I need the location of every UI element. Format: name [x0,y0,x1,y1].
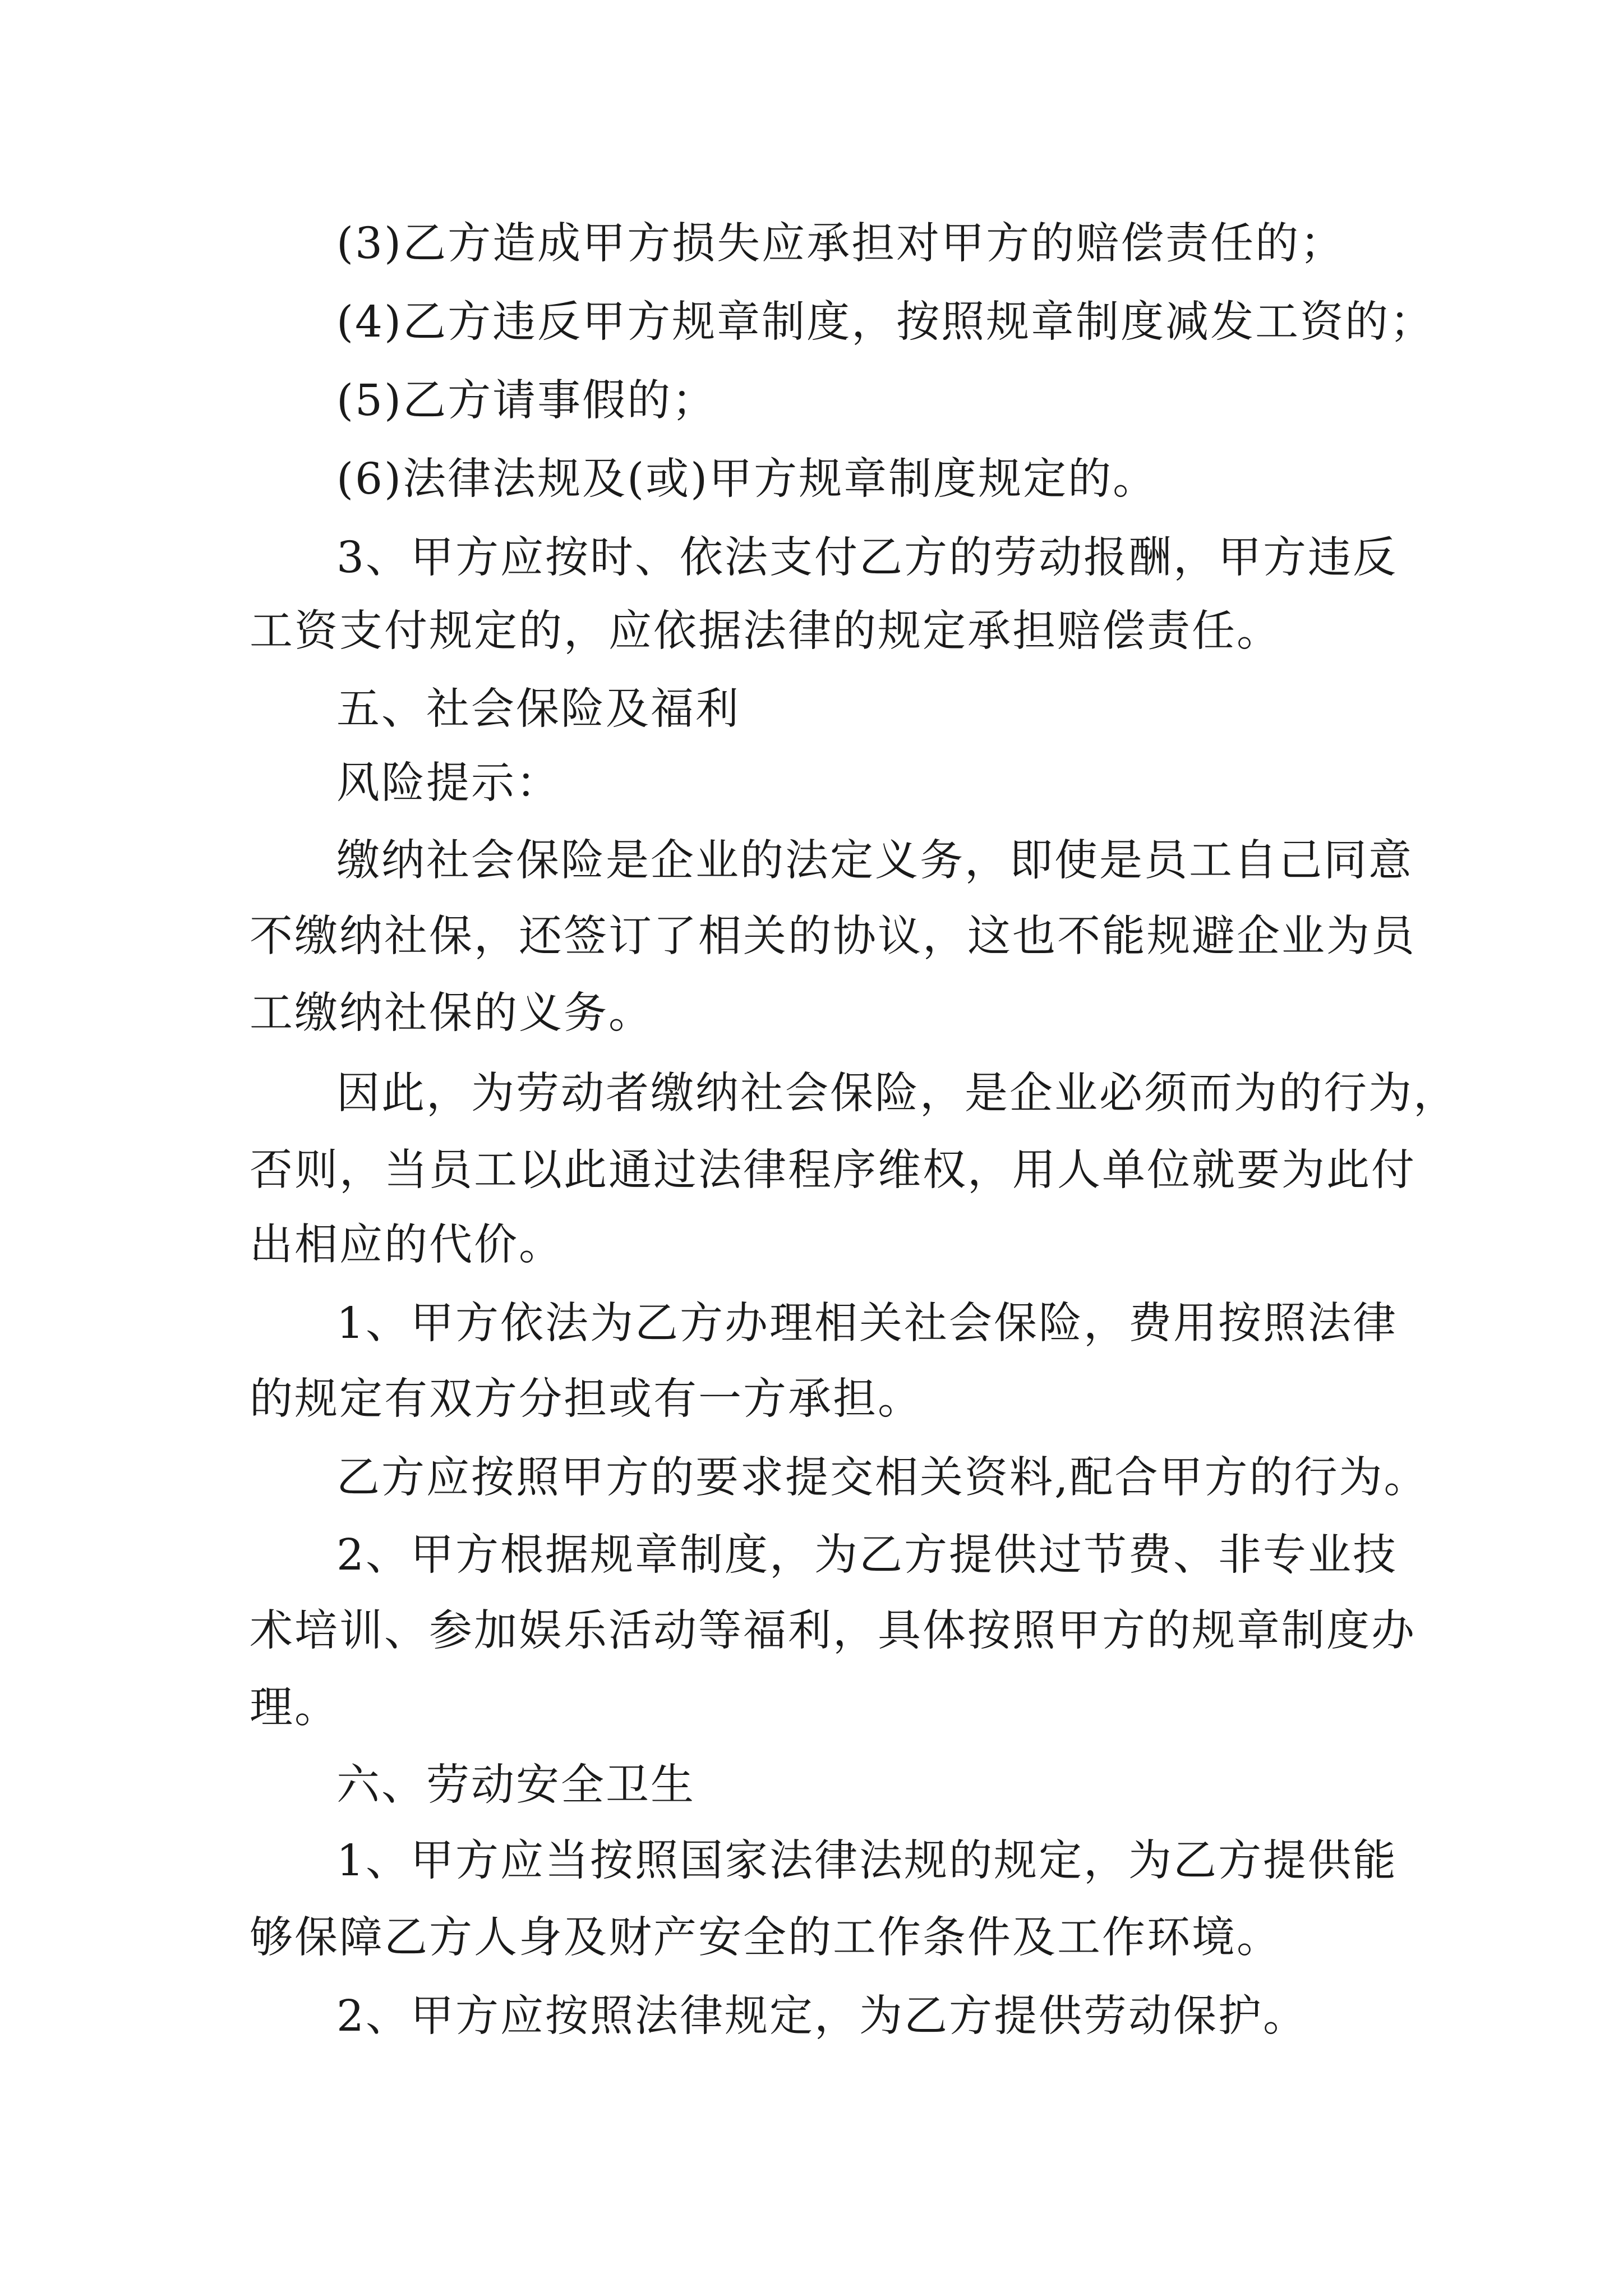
text-line: 乙方应按照甲方的要求提交相关资料,配合甲方的行为。 [336,1453,1429,1503]
text-line: 够保障乙方人身及财产安全的工作条件及工作环境。 [250,1913,1281,1963]
text-line: 的规定有双方分担或有一方承担。 [250,1374,923,1424]
text-line: (5)乙方请事假的； [336,376,717,426]
text-line: 缴纳社会保险是企业的法定义务，即使是员工自己同意 [336,836,1413,886]
text-line: 理。 [250,1683,339,1733]
text-line: (4)乙方违反甲方规章制度，按照规章制度减发工资的； [336,297,1435,347]
text-line: 2、甲方应按照法律规定，为乙方提供劳动保护。 [336,1991,1308,2041]
text-line: 1、甲方应当按照国家法律法规的规定，为乙方提供能 [336,1836,1398,1886]
text-line: 术培训、参加娱乐活动等福利，具体按照甲方的规章制度办 [250,1606,1416,1656]
text-line: 3、甲方应按时、依法支付乙方的劳动报酬，甲方违反 [336,533,1398,583]
section-heading: 五、社会保险及福利 [336,684,740,734]
text-line: 不缴纳社保，还签订了相关的协议，这也不能规避企业为员 [250,912,1416,961]
text-line: 工资支付规定的，应依据法律的规定承担赔偿责任。 [250,606,1281,656]
text-line: 出相应的代价。 [250,1220,564,1270]
text-line: 风险提示： [336,758,561,808]
text-line: (6)法律法规及(或)甲方规章制度规定的。 [336,454,1158,504]
text-line: 否则，当员工以此通过法律程序维权，用人单位就要为此付 [250,1145,1416,1195]
text-line: 工缴纳社保的义务。 [250,988,653,1038]
text-line: (3)乙方造成甲方损失应承担对甲方的赔偿责任的； [336,219,1345,269]
section-heading: 六、劳动安全卫生 [336,1760,695,1810]
text-line: 2、甲方根据规章制度，为乙方提供过节费、非专业技 [336,1530,1398,1580]
text-line: 1、甲方依法为乙方办理相关社会保险，费用按照法律 [336,1299,1398,1349]
text-line: 因此，为劳动者缴纳社会保险，是企业必须而为的行为， [336,1069,1458,1119]
